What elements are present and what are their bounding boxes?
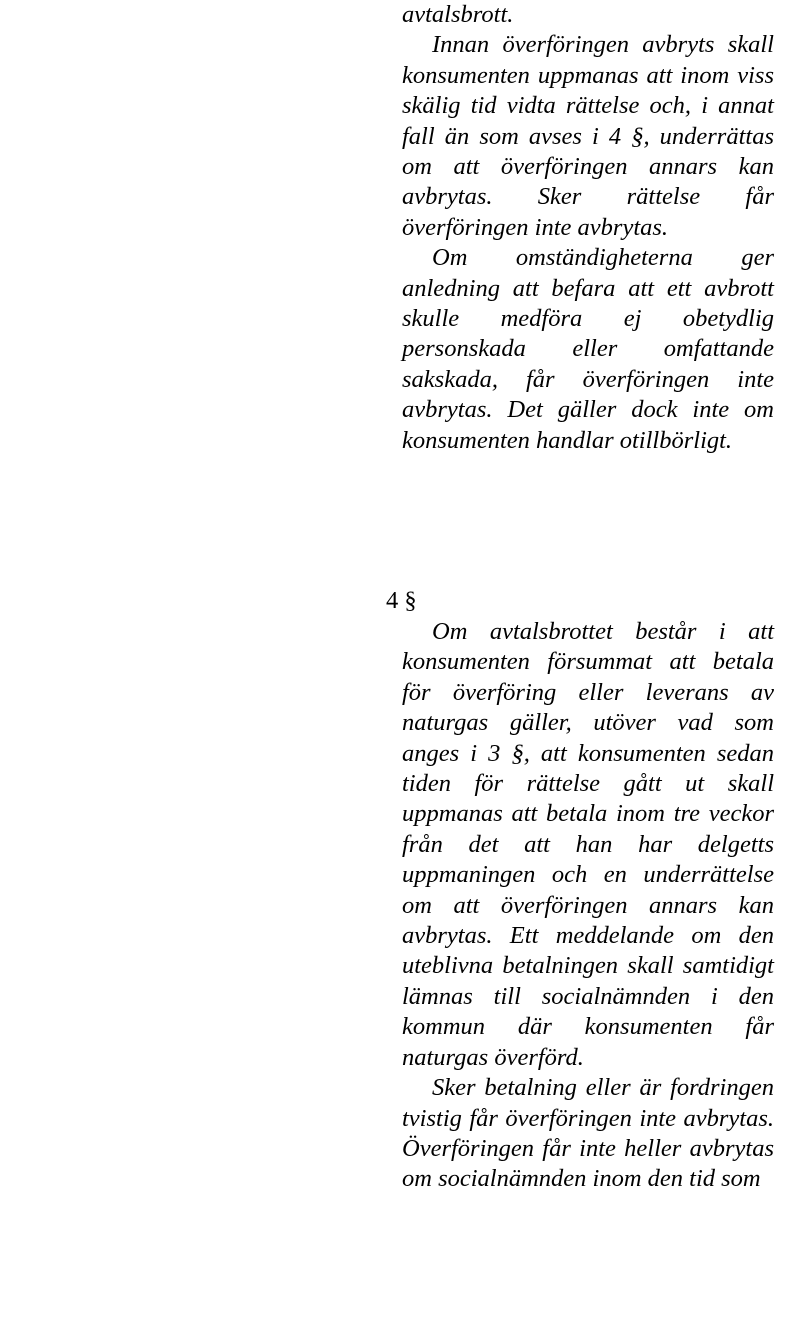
paragraph-continuation: avtalsbrott. <box>402 1 514 28</box>
paragraph-disputed-claim: Sker betalning eller är fordringen tvistig får överföringen inte avbrytas. Överföringen får inte heller avbrytas om socialnämnden inom den tid som <box>402 1074 774 1193</box>
paragraph-interruption-notice: Innan överföringen avbryts skall konsumenten uppmanas att inom viss skälig tid vidta rättelse och, i annat fall än som avses i 4 §, underrättas om att överföringen annars kan avbrytas. Sker rättelse får överföringen inte avbrytas. <box>402 31 774 241</box>
section-heading-4: 4 § <box>386 587 417 614</box>
text-block-section-4 <box>402 617 774 1195</box>
paragraph-payment-default: Om avtalsbrottet består i att konsumenten försummat att betala för överföring eller leverans av naturgas gäller, utöver vad som anges i 3 §, att konsumenten sedan tiden för rättelse gått ut skall uppmanas att betala inom tre veckor från det att han har delgetts uppmaningen och en underrättelse om att överföringen annars kan avbrytas. Ett meddelande om den uteblivna betalningen skall samtidigt lämnas till socialnämnden i den kommun där konsumenten får naturgas överförd. <box>402 618 774 1071</box>
paragraph-injury-exception: Om omständigheterna ger anledning att befara att ett avbrott skulle medföra ej obetydlig personskada eller omfattande sakskada, får överföringen inte avbrytas. Det gäller dock inte om konsumenten handlar otillbörligt. <box>402 244 774 454</box>
text-block-paragraph-3 <box>402 0 774 456</box>
